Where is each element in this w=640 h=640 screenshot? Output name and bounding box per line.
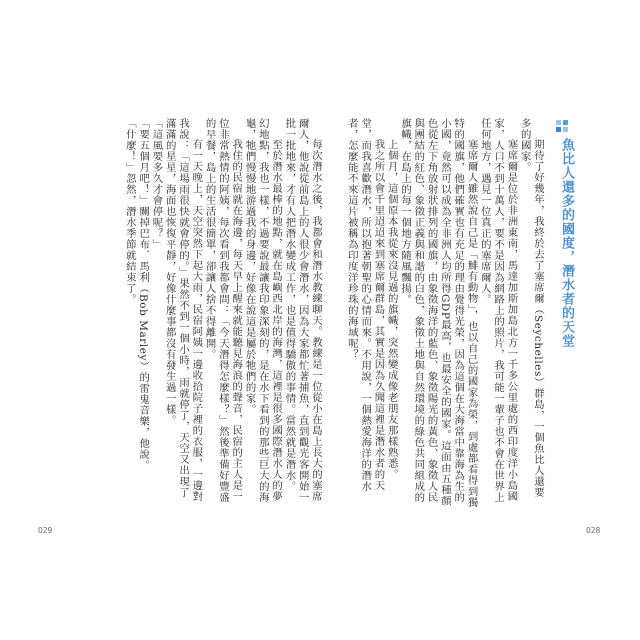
right-paragraph: 塞席爾人雖然說自己是「鯡有動物」，也以自己的國家為榮，到處都看得到獨特的國旗，他們確實也有充足的理由覺得光榮，因為這個在大海當中靠海為生的小國，竟然可以成為全非洲人均所得GDP最高，也最安全的國家。這面由五種顏色從左下角放射狀排列的國旗，由象徵海洋的藍色、象徵陽光的黃色、象徵人民與團結的紅色、象徵正義與和諧的白色，象徵土地與自然環境的綠色共同組成的旗幟，在島上的每一個地方隨風飄揚。 [399, 118, 478, 508]
left-page-body [97, 118, 322, 508]
page-number-left: 029 [38, 526, 53, 535]
right-paragraph: 塞席爾是位於非洲東南，馬達加斯加島北方一千多公里處的西印度洋小島國家，人口不到十萬人，要不是因為網路上的照片，我可能一輩子也不會在世界上任何地方，遇見一位真正的塞席爾人。 [478, 118, 518, 503]
left-paragraph: 我住的民宿就在海邊，每天早上醒來就能聽見海浪的聲音，民宿的主人是一位非常熱情的阿姨，每次看到我都會問：「今天潛得怎麼樣？」然後準備好豐盛的早餐，島上的生活很簡單，卻讓人捨不得離開。 [203, 118, 243, 503]
right-paragraph: 期待了好幾年，我終於去了塞席爾（Seychelles）群島，一個魚比人還要多的國家。 [518, 118, 544, 498]
page-number-right: 028 [586, 526, 601, 535]
left-dialogue: 「什麼！」忽然，潛水季節就結束了。 [123, 118, 136, 305]
chapter-title-block [550, 118, 580, 508]
left-page [70, 118, 322, 508]
left-dialogue: 「這風要多久才會停呢？」 [150, 118, 163, 250]
title-square-marker-icon [556, 120, 568, 132]
left-paragraph: 每次潛水之後，我都會和潛水教練聊天。教練是一位從小在島上長大的塞席爾人，他說從前島上的人很少會潛水，因為大家都忙著捕魚，直到觀光客開始一批一批地來，才有人把潛水變成工作，也是值得驕傲的事情。當然就是潛水。 [283, 118, 322, 503]
right-paragraph: 我之所以會千里迢迢來到塞席爾群島，其實是因為久聞這裡是潛水者的天堂，而我喜歡潛水，所以抱著朝聖的心情而來。不用說，一個熱愛海洋的潛水者，怎麼能不來這片被稱為印度洋珍珠的海域呢？ [345, 118, 385, 492]
left-paragraph: 至於潛水最棒的地點，就在島嶼西北岸的海灣，這裡是很多國際潛水人的夢幻地點，我也一樣，不過要說最讓我印象深刻的，是在水下看到的那些巨大的海龜，牠們慢慢地游過我的身邊，好像在說這是屬於牠們的家。 [243, 118, 283, 503]
left-dialogue: 「要五個月吧！」關掉巴布．馬利（Bob Marley）的雷鬼音樂，他說。 [137, 118, 150, 471]
left-paragraph: 有一天晚上，天空突然下起大雨，民宿阿姨一邊收拾院子裡的衣服，一邊對我說：「這場雨很快就會停的。」果然不到一個小時，雨就停了，天空又出現了滿滿的星星，海面也恢復平靜，好像什麼事都沒有發生過一樣。 [163, 118, 203, 502]
chapter-title: 魚比人還多的國度，潛水者的天堂 [559, 138, 574, 348]
right-page-body [344, 118, 544, 508]
right-paragraph: 上個月，這個原本我從來沒見過的旗幟，突然變成像老朋友那樣熟悉。 [385, 138, 398, 480]
right-page [328, 118, 580, 508]
